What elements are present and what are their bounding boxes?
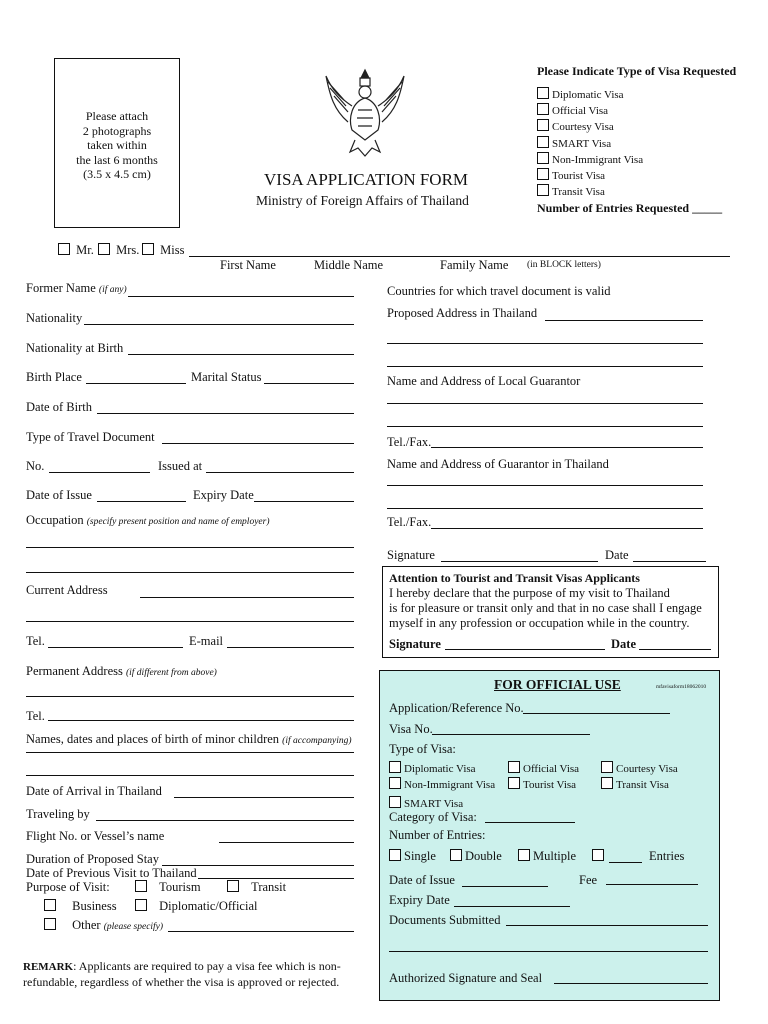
- title-mr[interactable]: Mr.: [58, 243, 94, 258]
- visa-option-non-immigrant[interactable]: Non-Immigrant Visa: [537, 152, 643, 168]
- proposed-address-label: Proposed Address in Thailand: [387, 306, 538, 320]
- smart-checkbox[interactable]: [537, 136, 549, 148]
- marital-status-field[interactable]: [264, 383, 354, 384]
- attention-line-2: is for pleasure or transit only and that in no case shall I engage: [389, 601, 702, 615]
- entries-requested: Number of Entries Requested _____: [537, 201, 723, 215]
- entries-double[interactable]: Double: [450, 849, 502, 864]
- issued-at-label: Issued at: [158, 459, 203, 473]
- official-smart[interactable]: SMART Visa: [389, 796, 463, 810]
- telfax1-field[interactable]: [431, 447, 703, 448]
- travel-doc-label: Type of Travel Document: [26, 430, 155, 444]
- guarantor-thailand-field-1[interactable]: [387, 485, 703, 486]
- telfax1-label: Tel./Fax.: [387, 435, 432, 449]
- arrival-date-field[interactable]: [174, 797, 354, 798]
- custom-entries-field[interactable]: [609, 862, 642, 863]
- official-official-checkbox[interactable]: [508, 761, 520, 773]
- other-checkbox[interactable]: [44, 918, 56, 930]
- local-guarantor-field-1[interactable]: [387, 403, 703, 404]
- proposed-address-field-2[interactable]: [387, 343, 703, 344]
- visa-type-options: [537, 87, 643, 200]
- form-title: VISA APPLICATION FORM: [264, 170, 469, 189]
- current-address-field-2[interactable]: [26, 621, 354, 622]
- official-visa-type-label: Type of Visa:: [389, 742, 456, 756]
- official-diplomatic-checkbox[interactable]: [389, 761, 401, 773]
- permanent-address-label: Permanent Address (if different from above): [26, 664, 217, 678]
- signature-date-label: Date: [605, 548, 629, 562]
- single-checkbox[interactable]: [389, 849, 401, 861]
- form-subtitle: Ministry of Foreign Affairs of Thailand: [256, 193, 469, 208]
- children-field-2[interactable]: [26, 775, 354, 776]
- category-field[interactable]: [485, 822, 575, 823]
- official-checkbox[interactable]: [537, 103, 549, 115]
- documents-field-2[interactable]: [389, 951, 708, 952]
- purpose-transit[interactable]: Transit: [227, 880, 286, 895]
- official-expiry-field[interactable]: [454, 906, 570, 907]
- first-name-label: First Name: [220, 258, 276, 272]
- miss-checkbox[interactable]: [142, 243, 154, 255]
- family-name-label: Family Name: [440, 258, 509, 272]
- visa-type-heading: Please Indicate Type of Visa Requested: [537, 64, 737, 78]
- current-address-field-1[interactable]: [140, 597, 354, 598]
- traveling-by-label: Traveling by: [26, 807, 90, 821]
- entries-single[interactable]: Single: [389, 849, 436, 864]
- tel-label: Tel.: [26, 634, 45, 648]
- entries-suffix: Entries: [649, 849, 685, 863]
- official-tourist-checkbox[interactable]: [508, 777, 520, 789]
- custom-entries-checkbox[interactable]: [592, 849, 604, 861]
- purpose-other[interactable]: Other (please specify): [44, 918, 163, 933]
- entries-label: Number of Entries:: [389, 828, 486, 842]
- attention-date-field[interactable]: [639, 649, 711, 650]
- expiry-date-field[interactable]: [254, 501, 354, 502]
- attention-signature-label: Signature: [389, 637, 441, 651]
- tel-field[interactable]: [48, 647, 183, 648]
- email-field[interactable]: [227, 647, 354, 648]
- nationality-field[interactable]: [84, 324, 354, 325]
- official-expiry-label: Expiry Date: [389, 893, 450, 907]
- visa-no-label: Visa No.: [389, 722, 433, 736]
- entries-custom[interactable]: [592, 849, 607, 864]
- flight-field[interactable]: [219, 842, 354, 843]
- local-guarantor-label: Name and Address of Local Guarantor: [387, 374, 581, 388]
- email-label: E-mail: [189, 634, 224, 648]
- attention-line-3: myself in any profession or occupation while in the country.: [389, 616, 690, 630]
- title-mrs[interactable]: Mrs.: [98, 243, 139, 258]
- tel2-label: Tel.: [26, 709, 45, 723]
- official-use-box: [379, 670, 720, 1001]
- visa-option-tourist[interactable]: Tourist Visa: [537, 168, 643, 184]
- occupation-label: Occupation (specify present position and name of employer): [26, 513, 270, 527]
- tel2-field[interactable]: [48, 720, 354, 721]
- visa-no-field[interactable]: [432, 734, 590, 735]
- former-name-field[interactable]: [128, 296, 354, 297]
- attention-date-label: Date: [611, 637, 636, 651]
- double-checkbox[interactable]: [450, 849, 462, 861]
- doc-number-label: No.: [26, 459, 45, 473]
- attention-line-1: I hereby declare that the purpose of my visit to Thailand: [389, 586, 670, 600]
- birth-place-field[interactable]: [86, 383, 186, 384]
- proposed-address-field-3[interactable]: [387, 366, 703, 367]
- app-ref-field[interactable]: [523, 713, 670, 714]
- auth-signature-label: Authorized Signature and Seal: [389, 971, 543, 985]
- official-tourist[interactable]: Tourist Visa: [508, 777, 576, 791]
- children-label: Names, dates and places of birth of minor children (if accompanying): [26, 732, 352, 746]
- auth-signature-field[interactable]: [554, 983, 708, 984]
- attention-heading: Attention to Tourist and Transit Visas Applicants: [389, 571, 640, 585]
- issue-date-field[interactable]: [97, 501, 186, 502]
- photo-instructions: Please attach 2 photographs taken within the last 6 months (3.5 x 4.5 cm): [76, 109, 158, 181]
- middle-name-label: Middle Name: [314, 258, 384, 272]
- purpose-business[interactable]: Business: [44, 899, 117, 914]
- diplomatic-purpose-checkbox[interactable]: [135, 899, 147, 911]
- official-issue-date-field[interactable]: [462, 886, 548, 887]
- signature-field[interactable]: [441, 561, 598, 562]
- business-checkbox[interactable]: [44, 899, 56, 911]
- nationality-label: Nationality: [26, 311, 83, 325]
- official-courtesy-checkbox[interactable]: [601, 761, 613, 773]
- former-name-label: Former Name (if any): [26, 281, 127, 295]
- signature-label: Signature: [387, 548, 435, 562]
- expiry-date-label: Expiry Date: [193, 488, 254, 502]
- local-guarantor-field-2[interactable]: [387, 426, 703, 427]
- official-transit-checkbox[interactable]: [601, 777, 613, 789]
- flight-label: Flight No. or Vessel’s name: [26, 829, 165, 843]
- birth-place-label: Birth Place: [26, 370, 82, 384]
- attention-signature-field[interactable]: [445, 649, 605, 650]
- fee-label: Fee: [579, 873, 598, 887]
- purpose-diplomatic[interactable]: Diplomatic/Official: [135, 899, 257, 914]
- form-code: mfavisaform18062010: [656, 684, 707, 690]
- courtesy-checkbox[interactable]: [537, 119, 549, 131]
- signature-date-field[interactable]: [633, 561, 706, 562]
- duration-label: Duration of Proposed Stay: [26, 852, 159, 866]
- tourist-checkbox[interactable]: [537, 168, 549, 180]
- official-diplomatic[interactable]: Diplomatic Visa: [389, 761, 476, 775]
- children-field-1[interactable]: [26, 752, 354, 753]
- arrival-date-label: Date of Arrival in Thailand: [26, 784, 162, 798]
- category-label: Category of Visa:: [389, 810, 477, 824]
- official-transit[interactable]: Transit Visa: [601, 777, 669, 791]
- documents-field-1[interactable]: [506, 925, 708, 926]
- proposed-address-field-1[interactable]: [545, 320, 703, 321]
- diplomatic-checkbox[interactable]: [537, 87, 549, 99]
- nationality-birth-field[interactable]: [128, 354, 354, 355]
- telfax2-label: Tel./Fax.: [387, 515, 432, 529]
- official-non-immigrant-checkbox[interactable]: [389, 777, 401, 789]
- official-official[interactable]: Official Visa: [508, 761, 579, 775]
- official-smart-checkbox[interactable]: [389, 796, 401, 808]
- occupation-field-1[interactable]: [26, 547, 354, 548]
- visa-option-official[interactable]: Official Visa: [537, 103, 643, 119]
- telfax2-field[interactable]: [431, 528, 703, 529]
- previous-visit-label: Date of Previous Visit to Thailand: [26, 866, 197, 880]
- entries-multiple[interactable]: Multiple: [518, 849, 576, 864]
- block-letters-note: (in BLOCK letters): [527, 260, 601, 270]
- other-purpose-field[interactable]: [168, 931, 354, 932]
- date-of-birth-label: Date of Birth: [26, 400, 92, 414]
- title-miss[interactable]: Miss: [142, 243, 184, 258]
- permanent-address-field[interactable]: [26, 696, 354, 697]
- fee-field[interactable]: [606, 884, 698, 885]
- official-issue-date-label: Date of Issue: [389, 873, 455, 887]
- documents-label: Documents Submitted: [389, 913, 501, 927]
- official-use-heading: FOR OFFICIAL USE: [494, 677, 621, 692]
- official-non-immigrant[interactable]: Non-Immigrant Visa: [389, 777, 495, 791]
- transit-checkbox[interactable]: [537, 184, 549, 196]
- issued-at-field[interactable]: [206, 472, 354, 473]
- purpose-label: Purpose of Visit:: [26, 880, 110, 894]
- marital-status-label: Marital Status: [191, 370, 262, 384]
- countries-label: Countries for which travel document is valid: [387, 284, 611, 298]
- visa-option-diplomatic[interactable]: Diplomatic Visa: [537, 87, 643, 103]
- visa-option-smart[interactable]: SMART Visa: [537, 136, 643, 152]
- issue-date-label: Date of Issue: [26, 488, 92, 502]
- garuda-emblem-icon: [322, 66, 408, 158]
- non-immigrant-checkbox[interactable]: [537, 152, 549, 164]
- visa-option-courtesy[interactable]: Courtesy Visa: [537, 119, 643, 135]
- multiple-checkbox[interactable]: [518, 849, 530, 861]
- date-of-birth-field[interactable]: [97, 413, 354, 414]
- doc-number-field[interactable]: [49, 472, 150, 473]
- traveling-by-field[interactable]: [96, 820, 354, 821]
- guarantor-thailand-label: Name and Address of Guarantor in Thailand: [387, 457, 609, 471]
- current-address-label: Current Address: [26, 583, 108, 597]
- guarantor-thailand-field-2[interactable]: [387, 508, 703, 509]
- photo-box: [54, 58, 180, 228]
- tourism-checkbox[interactable]: [135, 880, 147, 892]
- nationality-birth-label: Nationality at Birth: [26, 341, 124, 355]
- travel-doc-field[interactable]: [162, 443, 354, 444]
- official-courtesy[interactable]: Courtesy Visa: [601, 761, 678, 775]
- visa-option-transit[interactable]: Transit Visa: [537, 184, 643, 200]
- remark: REMARK: Applicants are required to pay a visa fee which is non- refundable, regardless of whether the visa is approved or rejected.: [23, 959, 341, 989]
- previous-visit-field[interactable]: [198, 878, 354, 879]
- transit-purpose-checkbox[interactable]: [227, 880, 239, 892]
- name-field[interactable]: [189, 256, 730, 257]
- occupation-field-2[interactable]: [26, 572, 354, 573]
- mrs-checkbox[interactable]: [98, 243, 110, 255]
- purpose-tourism[interactable]: Tourism: [135, 880, 201, 895]
- attention-box: [382, 566, 719, 658]
- mr-checkbox[interactable]: [58, 243, 70, 255]
- app-ref-label: Application/Reference No.: [389, 701, 524, 715]
